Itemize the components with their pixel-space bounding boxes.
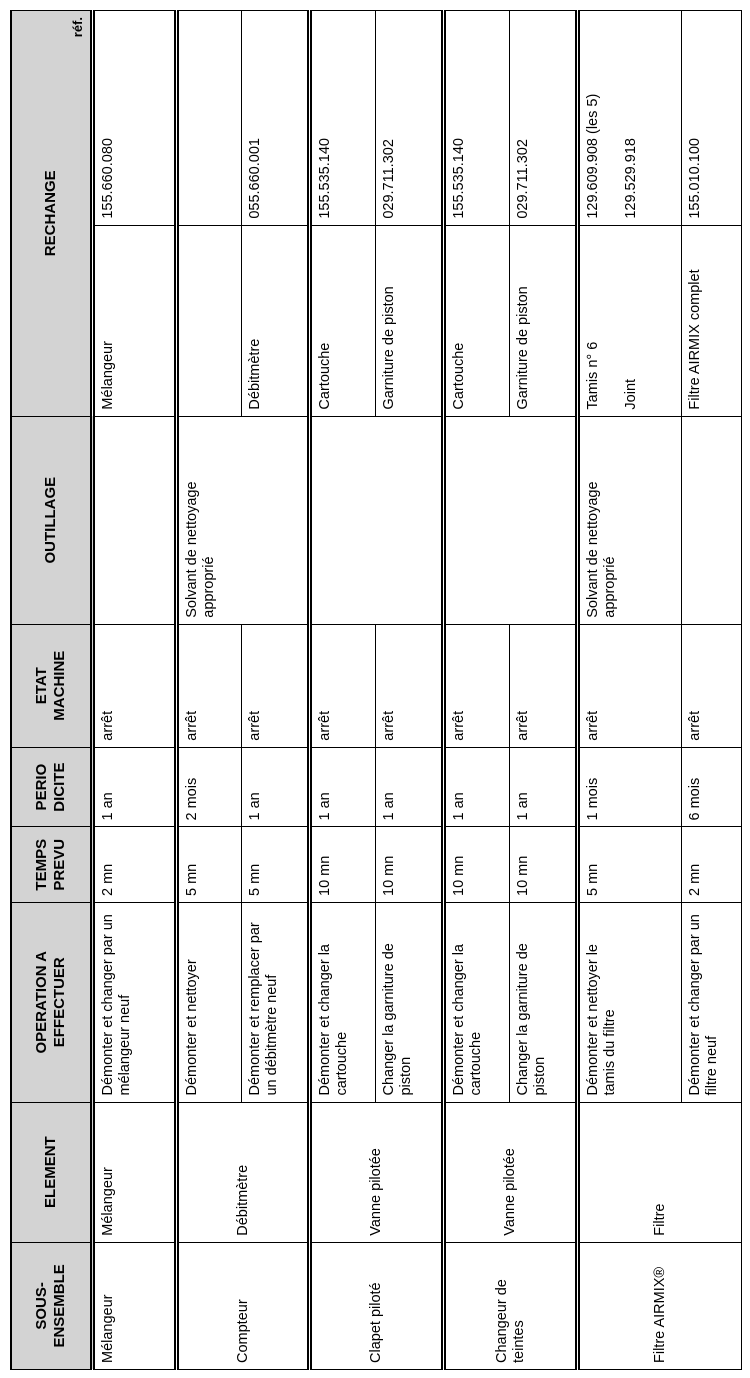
outillage-cell (310, 416, 444, 624)
rechange-cell: Cartouche (310, 225, 376, 416)
header-outillage: OUTILLAGE (11, 416, 93, 624)
temps-cell: 5 mn (578, 827, 682, 903)
element-cell: Débitmètre (177, 1102, 310, 1242)
rechange-cell: Garniture de piston (510, 225, 578, 416)
operation-cell: Démonter et changer la cartouche (444, 903, 510, 1103)
etat-cell: arrêt (242, 624, 310, 747)
header-periodicite: PERIO DICITE (11, 747, 93, 827)
operation-cell: Démonter et nettoyer (177, 903, 242, 1103)
outillage-cell (682, 416, 742, 624)
sous-ensemble-cell: Clapet piloté (310, 1242, 444, 1369)
ref-line: 129.609.908 (les 5) (585, 93, 601, 219)
operation-cell: Démonter et nettoyer le tamis du filtre (578, 903, 682, 1103)
sous-ensemble-cell: Changeur de teintes (444, 1242, 578, 1369)
rechange-cell (578, 225, 682, 416)
sous-ensemble-cell: Mélangeur (93, 1242, 177, 1369)
element-cell: Filtre (578, 1102, 742, 1242)
rechange-cell: Garniture de piston (376, 225, 444, 416)
periodicite-cell: 6 mois (682, 747, 742, 827)
table-row (444, 11, 510, 1370)
rechange-line: Joint (623, 378, 639, 410)
temps-cell: 10 mn (310, 827, 376, 903)
operation-cell: Changer la garniture de piston (376, 903, 444, 1103)
operation-cell: Démonter et changer la cartouche (310, 903, 376, 1103)
rechange-cell: Débitmètre (242, 225, 310, 416)
element-cell: Vanne pilotée (310, 1102, 444, 1242)
etat-cell: arrêt (510, 624, 578, 747)
rechange-cell: Cartouche (444, 225, 510, 416)
periodicite-cell: 1 an (310, 747, 376, 827)
etat-cell: arrêt (444, 624, 510, 747)
header-sous-ensemble: SOUS- ENSEMBLE (11, 1242, 93, 1369)
table-row (310, 11, 376, 1370)
ref-cell: 155.660.080 (93, 11, 177, 226)
header-rechange (11, 11, 93, 417)
rechange-line: Tamis n° 6 (585, 341, 601, 410)
ref-label: réf. (70, 17, 86, 38)
periodicite-cell: 1 mois (578, 747, 682, 827)
table-row (578, 11, 682, 1370)
etat-cell: arrêt (93, 624, 177, 747)
etat-cell: arrêt (310, 624, 376, 747)
periodicite-cell: 1 an (444, 747, 510, 827)
periodicite-cell: 1 an (242, 747, 310, 827)
temps-cell: 2 mn (682, 827, 742, 903)
ref-cell (578, 11, 682, 226)
etat-cell: arrêt (376, 624, 444, 747)
header-row (11, 11, 93, 1370)
rechange-cell: Mélangeur (93, 225, 177, 416)
outillage-cell (444, 416, 578, 624)
etat-cell: arrêt (682, 624, 742, 747)
rechange-label: RECHANGE (42, 170, 59, 257)
operation-cell: Démonter et changer par un mélangeur neuf (93, 903, 177, 1103)
ref-cell: 029.711.302 (510, 11, 578, 226)
rechange-cell (177, 225, 242, 416)
ref-cell: 155.010.100 (682, 11, 742, 226)
temps-cell: 10 mn (444, 827, 510, 903)
temps-cell: 10 mn (376, 827, 444, 903)
rechange-cell: Filtre AIRMIX complet (682, 225, 742, 416)
header-temps: TEMPS PREVU (11, 827, 93, 903)
ref-cell: 055.660.001 (242, 11, 310, 226)
header-etat: ETAT MACHINE (11, 624, 93, 747)
outillage-cell (93, 416, 177, 624)
temps-cell: 10 mn (510, 827, 578, 903)
etat-cell: arrêt (578, 624, 682, 747)
header-element: ELEMENT (11, 1102, 93, 1242)
periodicite-cell: 2 mois (177, 747, 242, 827)
operation-cell: Démonter et remplacer par un débitmètre neuf (242, 903, 310, 1103)
ref-cell (177, 11, 242, 226)
temps-cell: 5 mn (177, 827, 242, 903)
table-row (93, 11, 177, 1370)
maintenance-table (10, 10, 742, 1370)
outillage-cell: Solvant de nettoyage approprié (578, 416, 682, 624)
periodicite-cell: 1 an (93, 747, 177, 827)
operation-cell: Démonter et changer par un filtre neuf (682, 903, 742, 1103)
etat-cell: arrêt (177, 624, 242, 747)
temps-cell: 5 mn (242, 827, 310, 903)
sous-ensemble-cell: Filtre AIRMIX® (578, 1242, 742, 1369)
table-row (177, 11, 242, 1370)
header-operation: OPERATION A EFFECTUER (11, 903, 93, 1103)
ref-cell: 029.711.302 (376, 11, 444, 226)
outillage-cell: Solvant de nettoyage approprié (177, 416, 310, 624)
ref-cell: 155.535.140 (310, 11, 376, 226)
ref-line: 129.529.918 (623, 138, 639, 219)
periodicite-cell: 1 an (510, 747, 578, 827)
operation-cell: Changer la garniture de piston (510, 903, 578, 1103)
ref-cell: 155.535.140 (444, 11, 510, 226)
element-cell: Mélangeur (93, 1102, 177, 1242)
periodicite-cell: 1 an (376, 747, 444, 827)
element-cell: Vanne pilotée (444, 1102, 578, 1242)
sous-ensemble-cell: Compteur (177, 1242, 310, 1369)
temps-cell: 2 mn (93, 827, 177, 903)
